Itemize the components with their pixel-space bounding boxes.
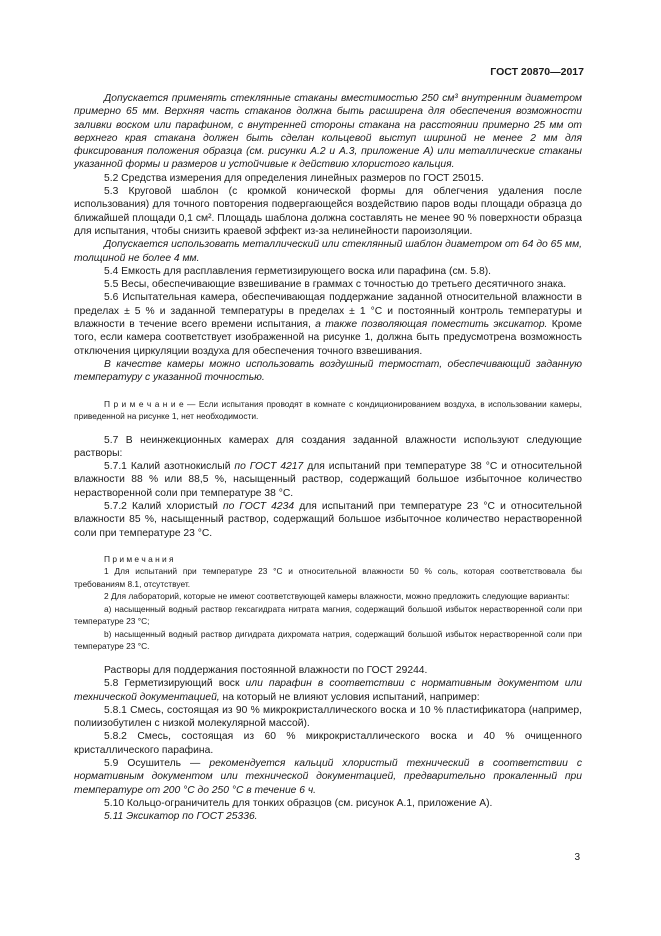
paragraph-5-8-italic: или парафин в соответствии с нормативным документом или технической документацией, — [74, 678, 582, 703]
paragraph-5-8-2: 5.8.2 Смесь, состоящая из 60 % микрокристаллического воска и 40 % очищенного кристаллического парафина. — [74, 731, 582, 756]
paragraph-5-3-allowance: Допускается использовать металлический или стеклянный шаблон диаметром от 64 до 65 мм, толщиной не более 4 мм. — [74, 239, 582, 264]
paragraph-5-6-italic: а также позволяющая поместить эксикатор. — [310, 319, 548, 331]
paragraph-5-5: 5.5 Весы, обеспечивающие взвешивание в граммах с точностью до третьего десятичного знака. — [104, 279, 567, 291]
page-number: 3 — [574, 852, 580, 863]
paragraph-5-8-1: 5.8.1 Смесь, состоящая из 90 % микрокристаллического воска и 10 % пластификатора (например, полиизобутилен с низкой молекулярной массой). — [74, 704, 582, 730]
paragraph-5-7-2-lead: 5.7.2 Калий хлористый — [104, 501, 218, 513]
document-header: ГОСТ 20870—2017 — [490, 66, 584, 78]
notes-block — [74, 553, 582, 653]
paragraph-5-7-2 — [74, 500, 582, 540]
paragraph-5-7-1-lead: 5.7.1 Калий азотнокислый — [104, 461, 231, 473]
note-2-item-2: 2 Для лабораторий, которые не имеют соответствующей камеры влажности, можно предложить следующие варианты: — [104, 591, 570, 602]
notes-label: П р и м е ч а н и я — [104, 553, 174, 564]
document-body — [74, 92, 582, 823]
note-2-item-1: 1 Для испытаний при температуре 23 °С и относительной влажности 50 % соль, которая соответствовала бы требованиям 8.1, отсутствует. — [74, 566, 582, 589]
paragraph-5-8 — [74, 677, 582, 704]
paragraph-5-6-allowance: В качестве камеры можно использовать воздушный термостат, обеспечивающий заданную температуру с указанной точностью. — [74, 358, 582, 384]
paragraph-5-6 — [74, 291, 582, 357]
paragraph-5-11: 5.11 Эксикатор по ГОСТ 25336. — [104, 811, 258, 823]
paragraph-5-7-1-ref: по ГОСТ 4217 — [230, 461, 304, 473]
note-2-item-a: а) насыщенный водный раствор гексагидрата нитрата магния, содержащий большой избыток нерастворенной соли при температуре 23 °С; — [74, 603, 582, 627]
paragraph-5-9 — [74, 757, 582, 797]
paragraph-5-6-main: 5.6 Испытательная камера, обеспечивающая поддержание заданной относительной влажности в пределах ± 5 % и заданной температуры в пределах ± 1 °С и постоянный контроль температуры и влажности в течение всего времени испытания, — [74, 292, 582, 331]
paragraph-5-8-lead: 5.8 Герметизирующий воск — [104, 678, 240, 690]
paragraph-5-7-1 — [74, 460, 582, 500]
paragraph-5-8-tail: на который не влияют условия испытаний, например: — [219, 691, 480, 703]
paragraph-5-6-tail: Кроме того, если камера соответствует изображенной на рисунке 1, должна быть предусмотрена возможность отключения циркуляции воздуха для обеспечения точного взвешивания. — [74, 319, 582, 357]
note-2-item-b: b) насыщенный водный раствор дигидрата дихромата натрия, содержащий большой избыток нерастворенной соли при температуре 23 °С. — [74, 628, 582, 652]
paragraph-5-9-italic: рекомендуется кальций хлористый технический в соответствии с нормативным документом или технической документацией, предварительно прокаленный при температуре от 200 °С до 250 °С в течение 6 ч. — [74, 757, 582, 796]
paragraph-solutions: Растворы для поддержания постоянной влажности по ГОСТ 29244. — [104, 664, 428, 676]
note-1-label: П р и м е ч а н и е — [104, 398, 184, 409]
paragraph-5-2: 5.2 Средства измерения для определения линейных размеров по ГОСТ 25015. — [104, 172, 484, 184]
note-1 — [74, 398, 582, 423]
paragraph-5-9-lead: 5.9 Осушитель — — [104, 757, 201, 769]
paragraph-5-3: 5.3 Круговой шаблон (с кромкой конической формы для облегчения удаления после использования) для точного повторения подвергающейся воздействию паров воды площади образца до ближайшей площади 0,1 см². Площадь шаблона должна составлять не менее 90 % поверхности образца для испытания, чтобы снизить краевой эффект из-за нелинейности пароизоляции. — [74, 186, 582, 237]
paragraph-5-7-1-tail: для испытаний при температуре 38 °С и относительной влажности 88 % или 88,5 %, насыщенный раствор, содержащий большое избыточное количество нерастворенной соли при температуре 38 °С. — [74, 461, 582, 499]
paragraph-5-10: 5.10 Кольцо-ограничитель для тонких образцов (см. рисунок А.1, приложение А). — [104, 797, 493, 809]
paragraph-5-1-note: Допускается применять стеклянные стаканы вместимостью 250 см³ внутренним диаметром примерно 65 мм. Верхняя часть стаканов должна быть расширена для обеспечения возможности заливки воском или парафином, с внутренней стороны стакана на расстоянии примерно 25 мм от верхнего края стакана должен быть сделан кольцевой выступ шириной не менее 2 мм для фиксирования положения образца (см. рисунки А.2 и А.3, приложение А) или металлические стаканы указанной формы и размеров и устойчивые к действию хлористого кальция. — [74, 93, 582, 171]
paragraph-5-7-2-tail: для испытаний при температуре 23 °С и относительной влажности 85 %, насыщенный раствор, содержащий большое избыточное количество нерастворенной соли при температуре 23 °С. — [74, 501, 582, 539]
note-1-text: — Если испытания проводят в комнате с кондиционированием воздуха, в использовании камеры, приведенной на рисунке 1, нет необходимости. — [74, 398, 582, 422]
paragraph-5-4: 5.4 Емкость для расплавления герметизирующего воска или парафина (см. 5.8). — [104, 265, 491, 277]
paragraph-5-7-2-ref: по ГОСТ 4234 — [217, 501, 295, 513]
paragraph-5-7: 5.7 В неинжекционных камерах для создания заданной влажности используют следующие растворы: — [74, 434, 582, 459]
